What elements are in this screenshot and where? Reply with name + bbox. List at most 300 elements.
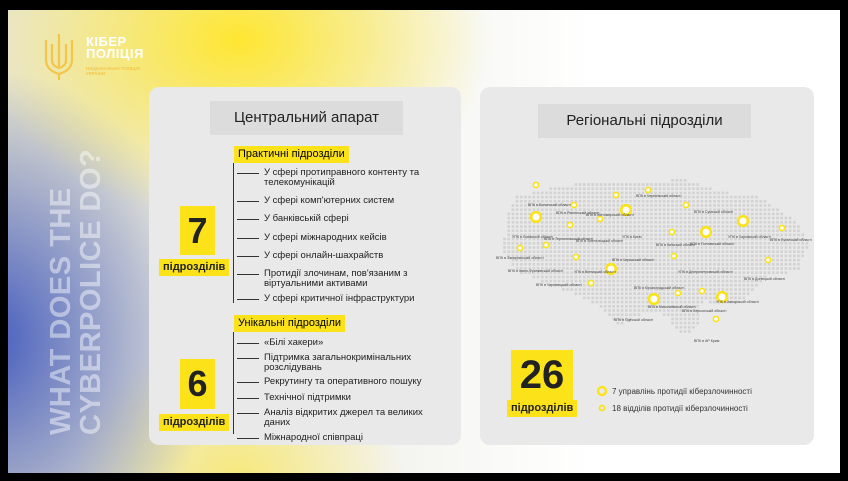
map-dot: [776, 242, 779, 245]
map-dot: [629, 187, 632, 190]
map-dot: [696, 246, 699, 249]
map-dot: [520, 229, 523, 232]
map-dot: [806, 246, 809, 249]
map-dot: [738, 242, 741, 245]
map-dot: [528, 263, 531, 266]
map-city-label: ВПК в Сумській області: [694, 210, 734, 214]
map-dot: [713, 288, 716, 291]
map-dot: [734, 221, 737, 224]
map-dot: [566, 255, 569, 258]
map-dot: [566, 263, 569, 266]
map-dot: [675, 318, 678, 321]
map-dot: [638, 183, 641, 186]
map-dot: [692, 297, 695, 300]
map-dot: [596, 246, 599, 249]
map-dot: [684, 318, 687, 321]
map-dot: [738, 297, 741, 300]
legend-small: 18 відділів протидії кіберзлочинності: [612, 404, 748, 413]
map-dot: [755, 208, 758, 211]
map-dot: [596, 200, 599, 203]
map-dot: [684, 183, 687, 186]
map-dot: [562, 242, 565, 245]
map-dot: [566, 192, 569, 195]
map-dot: [646, 208, 649, 211]
map-dot: [793, 229, 796, 232]
map-dot: [512, 263, 515, 266]
map-dot: [663, 309, 666, 312]
map-dot: [696, 318, 699, 321]
practical-item: У сфері онлайн-шахрайств: [264, 251, 444, 261]
map-dot: [776, 267, 779, 270]
map-dot: [793, 234, 796, 237]
map-dot: [642, 305, 645, 308]
map-dot: [768, 225, 771, 228]
map-dot: [709, 192, 712, 195]
practical-item: У сфері комп'ютерних систем: [264, 196, 444, 206]
map-dot: [642, 208, 645, 211]
map-dot: [654, 217, 657, 220]
map-marker-small: [517, 245, 522, 250]
map-dot: [671, 301, 674, 304]
map-dot: [696, 276, 699, 279]
map-dot: [717, 284, 720, 287]
map-dot: [772, 250, 775, 253]
map-dot: [537, 196, 540, 199]
map-dot: [646, 292, 649, 295]
map-dot: [751, 271, 754, 274]
map-dot: [604, 200, 607, 203]
map-dot: [566, 276, 569, 279]
map-dot: [566, 246, 569, 249]
map-dot: [654, 208, 657, 211]
map-marker-small: [571, 202, 576, 207]
map-dot: [654, 271, 657, 274]
map-dot: [596, 297, 599, 300]
map-dot: [528, 246, 531, 249]
map-dot: [797, 263, 800, 266]
map-city-label: ВПК в Миколаївській області: [648, 305, 696, 309]
map-dot: [776, 221, 779, 224]
map-dot: [675, 309, 678, 312]
unique-count-label: підрозділів: [159, 414, 229, 431]
map-dot: [680, 276, 683, 279]
map-dot: [604, 292, 607, 295]
map-dot: [650, 280, 653, 283]
map-dot: [738, 263, 741, 266]
map-city-label: ВПК в Хмельницькій області: [576, 239, 624, 243]
map-dot: [570, 276, 573, 279]
map-dot: [633, 309, 636, 312]
map-dot: [738, 246, 741, 249]
map-dot: [713, 229, 716, 232]
map-dot: [642, 234, 645, 237]
map-dot: [638, 292, 641, 295]
map-dot: [587, 204, 590, 207]
map-dot: [793, 246, 796, 249]
map-dot: [533, 208, 536, 211]
map-dot: [785, 234, 788, 237]
map-dot: [608, 301, 611, 304]
map-dot: [701, 297, 704, 300]
map-dot: [722, 234, 725, 237]
map-dot: [554, 234, 557, 237]
map-dot: [671, 221, 674, 224]
map-dot: [680, 200, 683, 203]
map-dot: [722, 196, 725, 199]
map-dot: [516, 204, 519, 207]
map-dot: [701, 259, 704, 262]
map-dot: [604, 229, 607, 232]
map-dot: [512, 242, 515, 245]
map-dot: [705, 250, 708, 253]
map-dot: [650, 208, 653, 211]
map-dot: [642, 204, 645, 207]
map-dot: [696, 322, 699, 325]
practical-item: У банківській сфері: [264, 214, 444, 224]
map-dot: [738, 267, 741, 270]
map-dot: [675, 204, 678, 207]
map-dot: [558, 221, 561, 224]
map-dot: [625, 221, 628, 224]
map-dot: [566, 187, 569, 190]
map-dot: [642, 280, 645, 283]
central-title: Центральний апарат: [210, 101, 403, 135]
map-dot: [558, 225, 561, 228]
map-dot: [671, 292, 674, 295]
map-dot: [688, 187, 691, 190]
map-dot: [566, 196, 569, 199]
practical-label: Практичні підрозділи: [234, 146, 349, 163]
map-dot: [545, 276, 548, 279]
map-dot: [688, 297, 691, 300]
map-dot: [608, 284, 611, 287]
map-dot: [600, 187, 603, 190]
map-dot: [612, 288, 615, 291]
map-dot: [575, 250, 578, 253]
map-dot: [646, 276, 649, 279]
map-dot: [772, 255, 775, 258]
map-dot: [705, 263, 708, 266]
map-dot: [583, 284, 586, 287]
map-dot: [663, 250, 666, 253]
map-city-label: ВПК в Київській області: [656, 243, 696, 247]
map-marker-large: [649, 294, 659, 304]
map-dot: [638, 225, 641, 228]
map-dot: [617, 305, 620, 308]
map-dot: [743, 246, 746, 249]
map-dot: [524, 263, 527, 266]
map-dot: [696, 284, 699, 287]
map-dot: [654, 255, 657, 258]
map-dot: [759, 221, 762, 224]
map-dot: [587, 183, 590, 186]
map-dot: [596, 292, 599, 295]
map-dot: [659, 200, 662, 203]
map-dot: [541, 192, 544, 195]
map-dot: [596, 288, 599, 291]
map-dot: [705, 259, 708, 262]
map-dot: [596, 229, 599, 232]
map-dot: [701, 276, 704, 279]
map-dot: [554, 246, 557, 249]
map-dot: [688, 200, 691, 203]
map-dot: [604, 204, 607, 207]
map-dot: [713, 221, 716, 224]
map-dot: [516, 200, 519, 203]
map-dot: [554, 259, 557, 262]
map-dot: [558, 255, 561, 258]
map-dot: [528, 208, 531, 211]
map-dot: [642, 255, 645, 258]
map-dot: [612, 284, 615, 287]
map-dot: [570, 271, 573, 274]
map-dot: [558, 229, 561, 232]
map-dot: [533, 196, 536, 199]
map-dot: [587, 225, 590, 228]
map-dot: [549, 217, 552, 220]
map-dot: [709, 301, 712, 304]
map-dot: [717, 280, 720, 283]
map-dot: [507, 213, 510, 216]
map-dot: [575, 246, 578, 249]
map-dot: [734, 250, 737, 253]
map-dot: [617, 288, 620, 291]
map-dot: [743, 204, 746, 207]
map-dot: [612, 208, 615, 211]
map-dot: [545, 280, 548, 283]
map-dot: [579, 234, 582, 237]
map-dot: [583, 246, 586, 249]
map-dot: [554, 221, 557, 224]
map-dot: [516, 225, 519, 228]
map-dot: [570, 246, 573, 249]
map-dot: [696, 263, 699, 266]
map-dot: [659, 250, 662, 253]
map-dot: [587, 221, 590, 224]
map-dot: [596, 255, 599, 258]
map-dot: [705, 280, 708, 283]
map-dot: [751, 200, 754, 203]
map-dot: [570, 192, 573, 195]
map-dot: [663, 234, 666, 237]
map-dot: [591, 229, 594, 232]
map-dot: [743, 288, 746, 291]
map-dot: [520, 225, 523, 228]
map-dot: [688, 259, 691, 262]
map-dot: [759, 204, 762, 207]
map-dot: [684, 187, 687, 190]
map-dot: [717, 200, 720, 203]
map-dot: [608, 225, 611, 228]
map-dot: [633, 250, 636, 253]
map-dot: [730, 280, 733, 283]
map-marker-small: [573, 254, 578, 259]
map-dot: [650, 267, 653, 270]
map-marker-large: [701, 227, 711, 237]
map-dot: [541, 263, 544, 266]
map-dot: [688, 250, 691, 253]
map-dot: [621, 305, 624, 308]
map-dot: [524, 213, 527, 216]
map-dot: [692, 288, 695, 291]
map-dot: [722, 284, 725, 287]
map-dot: [650, 276, 653, 279]
map-dot: [659, 213, 662, 216]
map-dot: [730, 259, 733, 262]
map-dot: [734, 292, 737, 295]
map-dot: [554, 255, 557, 258]
map-dot: [734, 196, 737, 199]
map-dot: [659, 271, 662, 274]
map-dot: [696, 200, 699, 203]
map-dot: [684, 229, 687, 232]
map-dot: [726, 246, 729, 249]
map-dot: [709, 217, 712, 220]
map-dot: [717, 238, 720, 241]
map-dot: [696, 229, 699, 232]
map-dot: [545, 225, 548, 228]
map-dot: [713, 280, 716, 283]
map-dot: [785, 259, 788, 262]
practical-count-label: підрозділів: [159, 259, 229, 276]
map-dot: [642, 309, 645, 312]
map-dot: [545, 208, 548, 211]
map-dot: [738, 200, 741, 203]
map-city-label: ВПК в Житомирській області: [586, 213, 634, 217]
map-city-label: ВПК в Одеській області: [614, 318, 654, 322]
map-dot: [583, 288, 586, 291]
map-dot: [587, 255, 590, 258]
map-dot: [562, 255, 565, 258]
map-dot: [785, 267, 788, 270]
map-dot: [528, 221, 531, 224]
trident-icon: [38, 30, 80, 82]
map-dot: [528, 242, 531, 245]
map-dot: [659, 187, 662, 190]
map-dot: [675, 208, 678, 211]
map-dot: [701, 192, 704, 195]
map-dot: [684, 234, 687, 237]
map-dot: [629, 221, 632, 224]
map-dot: [722, 192, 725, 195]
map-dot: [680, 322, 683, 325]
map-dot: [629, 280, 632, 283]
map-dot: [625, 297, 628, 300]
map-dot: [520, 263, 523, 266]
map-dot: [575, 196, 578, 199]
unique-item: «Білі хакери»: [264, 338, 444, 348]
unique-item: Технічної підтримки: [264, 393, 444, 403]
map-dot: [558, 234, 561, 237]
map-dot: [629, 229, 632, 232]
map-dot: [566, 271, 569, 274]
map-dot: [663, 225, 666, 228]
map-dot: [600, 284, 603, 287]
map-dot: [785, 271, 788, 274]
map-dot: [743, 200, 746, 203]
map-dot: [755, 250, 758, 253]
map-dot: [797, 267, 800, 270]
map-dot: [587, 292, 590, 295]
map-dot: [558, 280, 561, 283]
map-dot: [516, 208, 519, 211]
map-dot: [650, 221, 653, 224]
map-dot: [663, 204, 666, 207]
map-dot: [638, 255, 641, 258]
map-dot: [667, 238, 670, 241]
map-dot: [663, 301, 666, 304]
map-dot: [688, 326, 691, 329]
practical-item: У сфері міжнародних кейсів: [264, 233, 444, 243]
map-dot: [713, 234, 716, 237]
map-dot: [646, 217, 649, 220]
map-dot: [743, 255, 746, 258]
map-dot: [764, 208, 767, 211]
map-dot: [755, 271, 758, 274]
map-dot: [663, 255, 666, 258]
map-dot: [633, 313, 636, 316]
map-dot: [751, 213, 754, 216]
map-dot: [722, 246, 725, 249]
map-dot: [612, 297, 615, 300]
map-dot: [768, 267, 771, 270]
map-dot: [549, 221, 552, 224]
map-dot: [755, 242, 758, 245]
map-dot: [692, 276, 695, 279]
map-dot: [617, 276, 620, 279]
map-dot: [591, 234, 594, 237]
map-dot: [701, 301, 704, 304]
map-dot: [612, 200, 615, 203]
map-dot: [759, 267, 762, 270]
map-city-label: ВПК в Полтавській області: [690, 242, 735, 246]
map-dot: [654, 229, 657, 232]
map-dot: [751, 259, 754, 262]
map-dot: [680, 250, 683, 253]
map-marker-small: [671, 253, 676, 258]
map-dot: [722, 238, 725, 241]
map-dot: [688, 322, 691, 325]
map-dot: [583, 225, 586, 228]
map-dot: [705, 192, 708, 195]
map-dot: [764, 246, 767, 249]
map-dot: [730, 246, 733, 249]
map-dot: [591, 221, 594, 224]
map-dot: [684, 179, 687, 182]
map-dot: [793, 221, 796, 224]
map-dot: [675, 234, 678, 237]
map-dot: [688, 263, 691, 266]
map-dot: [663, 280, 666, 283]
practical-item: Протидії злочинам, пов'язаним з віртуальними активами: [264, 269, 434, 289]
map-dot: [545, 196, 548, 199]
map-dot: [621, 284, 624, 287]
map-dot: [726, 259, 729, 262]
map-dot: [629, 309, 632, 312]
map-dot: [738, 271, 741, 274]
map-dot: [629, 267, 632, 270]
map-dot: [726, 200, 729, 203]
map-dot: [759, 229, 762, 232]
map-dot: [688, 196, 691, 199]
map-dot: [734, 217, 737, 220]
map-dot: [633, 221, 636, 224]
map-dot: [696, 217, 699, 220]
map-marker-small: [543, 242, 548, 247]
map-dot: [621, 192, 624, 195]
map-dot: [705, 187, 708, 190]
map-dot: [650, 183, 653, 186]
